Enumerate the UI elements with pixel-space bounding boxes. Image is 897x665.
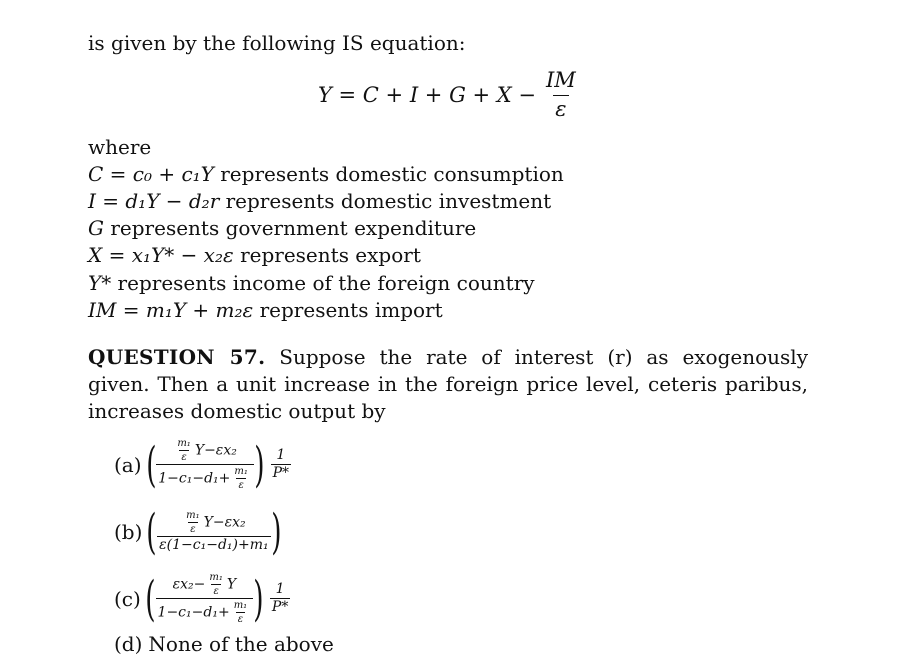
definition-export bbox=[88, 243, 421, 267]
fraction-denominator bbox=[156, 598, 254, 625]
definition-math: X = x₁Y* − x₂ε bbox=[88, 243, 234, 267]
numerator-tail: Y bbox=[226, 576, 237, 593]
m1-over-epsilon bbox=[184, 510, 202, 535]
fraction-numerator: 1 bbox=[276, 446, 286, 463]
denominator-head: 1−c₁−d₁+ bbox=[158, 470, 231, 487]
inner-denominator: ε bbox=[213, 586, 219, 597]
option-a[interactable] bbox=[114, 438, 293, 491]
inner-numerator: m₁ bbox=[234, 466, 248, 477]
inner-numerator: m₁ bbox=[209, 572, 223, 583]
left-paren: ( bbox=[146, 504, 157, 560]
fraction-denominator: ε(1−c₁−d₁)+m₁ bbox=[159, 537, 269, 554]
m1-over-epsilon bbox=[232, 600, 250, 625]
fraction-denominator: ε bbox=[555, 96, 567, 121]
definition-math: I = d₁Y − d₂r bbox=[88, 189, 220, 213]
option-b-fraction bbox=[157, 510, 270, 553]
is-equation bbox=[318, 66, 580, 124]
intro-text: is given by the following IS equation: bbox=[88, 31, 466, 55]
inner-denominator: ε bbox=[238, 480, 244, 491]
m1-over-epsilon bbox=[175, 438, 193, 463]
fraction-numerator bbox=[180, 510, 248, 536]
definition-text: represents domestic consumption bbox=[213, 162, 564, 186]
left-paren: ( bbox=[145, 436, 157, 493]
is-equation-lhs: Y = C + I + G + X − bbox=[318, 83, 537, 107]
definition-math: C = c₀ + c₁Y bbox=[88, 162, 214, 186]
left-paren: ( bbox=[145, 570, 156, 627]
fraction-denominator: P* bbox=[272, 465, 290, 481]
definition-investment bbox=[88, 189, 551, 213]
question-label: QUESTION 57. bbox=[88, 345, 266, 369]
definition-math: Y* bbox=[88, 271, 112, 295]
fraction-numerator bbox=[171, 572, 239, 598]
where-label: where bbox=[88, 135, 152, 159]
inner-denominator: ε bbox=[190, 524, 196, 536]
definition-text: represents income of the foreign country bbox=[111, 271, 535, 295]
definition-text: represents export bbox=[233, 243, 421, 267]
definition-government bbox=[88, 216, 476, 240]
option-c[interactable] bbox=[114, 572, 292, 625]
right-paren: ) bbox=[270, 504, 282, 560]
question-57 bbox=[88, 344, 808, 425]
m1-over-epsilon bbox=[232, 466, 250, 491]
option-c-fraction bbox=[156, 572, 254, 625]
option-a-fraction bbox=[156, 438, 254, 491]
im-over-epsilon-fraction bbox=[544, 69, 578, 120]
option-label: (a) bbox=[114, 452, 142, 477]
inner-denominator: ε bbox=[237, 614, 244, 625]
definition-math: IM = m₁Y + m₂ε bbox=[88, 298, 254, 322]
inner-numerator: m₁ bbox=[186, 510, 200, 522]
definition-text: represents government expenditure bbox=[103, 216, 477, 240]
option-label: (d) bbox=[114, 632, 143, 656]
fraction-denominator: P* bbox=[271, 599, 289, 615]
option-label: (c) bbox=[114, 586, 141, 611]
fraction-numerator: IM bbox=[546, 68, 576, 93]
definition-text: represents domestic investment bbox=[219, 189, 552, 213]
option-label: (b) bbox=[114, 520, 143, 544]
definition-foreign-income bbox=[88, 271, 535, 295]
right-paren: ) bbox=[253, 570, 264, 627]
fraction-numerator bbox=[171, 438, 239, 464]
m1-over-epsilon bbox=[207, 572, 225, 597]
fraction-denominator bbox=[156, 464, 254, 491]
option-text: None of the above bbox=[148, 632, 334, 656]
numerator-tail: Y−εx₂ bbox=[203, 514, 246, 531]
definition-text: represents import bbox=[253, 298, 443, 322]
inner-numerator: m₁ bbox=[177, 438, 191, 449]
option-b[interactable] bbox=[114, 504, 282, 560]
fraction-numerator: 1 bbox=[275, 580, 285, 597]
question-text: Suppose the rate of interest (r) as exogenously given. Then a unit increase in the foreign price level, ceteris paribus, increases domestic output by bbox=[88, 345, 808, 423]
numerator-head: εx₂− bbox=[172, 576, 206, 593]
inner-numerator: m₁ bbox=[233, 600, 248, 611]
definition-import bbox=[88, 298, 443, 322]
one-over-pstar bbox=[271, 448, 291, 482]
inner-denominator: ε bbox=[181, 452, 187, 463]
definition-math: G bbox=[88, 216, 104, 240]
option-d[interactable] bbox=[114, 632, 334, 656]
definition-consumption bbox=[88, 162, 564, 186]
one-over-pstar bbox=[270, 582, 290, 616]
denominator-head: 1−c₁−d₁+ bbox=[157, 604, 230, 621]
right-paren: ) bbox=[254, 436, 265, 493]
numerator-tail: Y−εx₂ bbox=[194, 442, 237, 459]
